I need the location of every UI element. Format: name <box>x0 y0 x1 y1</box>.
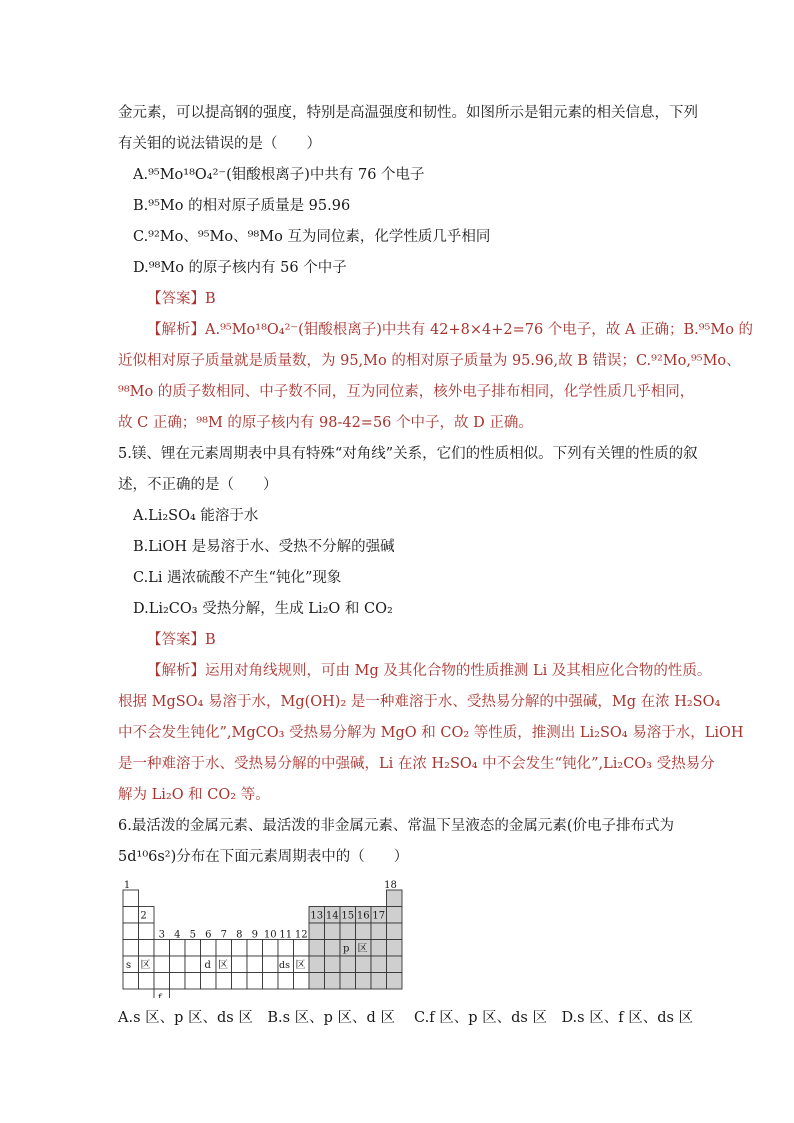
group-label: 8 <box>236 929 243 941</box>
table-cell <box>309 923 325 940</box>
table-cell <box>356 956 372 973</box>
q6-stem-line1: 6.最活泼的金属元素、最活泼的非金属元素、常温下呈液态的金属元素(价电子排布式为 <box>118 818 674 834</box>
table-cell <box>247 940 263 957</box>
table-cell <box>154 973 170 990</box>
table-cell <box>123 890 139 907</box>
q4-analysis-line3: ⁹⁸Mo 的质子数相同、中子数不同，互为同位素，核外电子排布相同，化学性质几乎相同， <box>118 384 695 400</box>
q4-option-a: A.⁹⁵Mo¹⁸O₄²⁻(钼酸根离子)中共有 76 个电子 <box>133 167 425 183</box>
q5-stem-line2: 述，不正确的是（ ） <box>118 477 278 493</box>
table-cell <box>185 940 201 957</box>
table-cell <box>185 956 201 973</box>
table-cell <box>201 973 217 990</box>
q4-answer <box>147 289 216 309</box>
q5-option-b: B.LiOH 是易溶于水、受热不分解的强碱 <box>133 539 395 555</box>
table-cell <box>387 956 403 973</box>
group-label: 4 <box>174 929 181 941</box>
table-cell <box>340 923 356 940</box>
q6-stem-line2: 5d¹⁰6s²)分布在下面元素周期表中的（ ） <box>118 849 409 865</box>
table-cell <box>216 973 232 990</box>
table-cell <box>340 956 356 973</box>
table-cell <box>340 973 356 990</box>
q5-analysis-line4: 是一种难溶于水、受热易分解的中强碱，Li 在浓 H₂SO₄ 中不会发生“钝化”,Li₂CO₃ 受热易分 <box>118 756 715 772</box>
group-label: 9 <box>251 929 258 941</box>
q5-analysis-line5: 解为 Li₂O 和 CO₂ 等。 <box>118 787 270 803</box>
q5-answer <box>147 630 216 650</box>
table-cell <box>387 907 403 924</box>
q5-analysis-line3: 中不会发生钝化”,MgCO₃ 受热易分解为 MgO 和 CO₂ 等性质，推测出 Li₂SO₄ 易溶于水，LiOH <box>118 725 744 741</box>
table-cell <box>371 956 387 973</box>
table-cell <box>139 940 155 957</box>
table-cell <box>309 956 325 973</box>
q4-answer-value: B <box>205 291 216 307</box>
table-cell <box>371 940 387 957</box>
q5-answer-value: B <box>205 632 216 648</box>
group-label: 11 <box>279 929 293 941</box>
table-cell <box>294 973 310 990</box>
f-block-cell <box>154 989 170 998</box>
group-label: 13 <box>310 910 324 922</box>
q4-answer-label: 【答案】 <box>147 291 205 307</box>
table-cell <box>139 973 155 990</box>
block-label-p-qu: 区 <box>357 943 368 955</box>
q4-option-b: B.⁹⁵Mo 的相对原子质量是 95.96 <box>133 198 351 214</box>
q4-stem-line1: 金元素，可以提高钢的强度，特别是高温强度和韧性。如图所示是钼元素的相关信息，下列 <box>118 105 698 121</box>
q5-option-d: D.Li₂CO₃ 受热分解，生成 Li₂O 和 CO₂ <box>133 601 393 617</box>
q5-analysis-text1: 运用对角线规则，可由 Mg 及其化合物的性质推测 Li 及其相应化合物的性质。 <box>205 663 712 679</box>
table-cell <box>278 973 294 990</box>
table-cell <box>263 973 279 990</box>
table-cell <box>170 973 186 990</box>
q6-choices: A.s 区、p 区、ds 区 B.s 区、p 区、d 区 C.f 区、p 区、ds 区 D.s 区、f 区、ds 区 <box>118 1010 694 1026</box>
periodic-table-svg <box>122 878 422 998</box>
q4-stem-line2: 有关钼的说法错误的是（ ） <box>118 136 321 152</box>
table-cell <box>325 940 341 957</box>
q5-answer-label: 【答案】 <box>147 632 205 648</box>
q4-analysis-line2: 近似相对原子质量就是质量数，为 95,Mo 的相对原子质量为 95.96,故 B 错误；C.⁹²Mo,⁹⁵Mo、 <box>118 353 741 369</box>
q4-analysis-label: 【解析】 <box>147 322 205 338</box>
q4-option-c: C.⁹²Mo、⁹⁵Mo、⁹⁸Mo 互为同位素，化学性质几乎相同 <box>133 229 491 245</box>
group-label: 3 <box>158 929 165 941</box>
table-cell <box>309 940 325 957</box>
group-label: 7 <box>220 929 227 941</box>
table-cell <box>139 923 155 940</box>
table-cell <box>247 973 263 990</box>
table-cell <box>232 956 248 973</box>
table-cell <box>371 923 387 940</box>
block-label-ds-qu: 区 <box>295 960 306 971</box>
q5-stem-line1: 5.镁、锂在元素周期表中具有特殊“对角线”关系，它们的性质相似。下列有关锂的性质的叙 <box>118 446 698 462</box>
table-cell <box>263 956 279 973</box>
q4-option-d: D.⁹⁸Mo 的原子核内有 56 个中子 <box>133 260 347 276</box>
table-cell <box>387 973 403 990</box>
group-label: 18 <box>384 880 397 891</box>
table-cell <box>263 940 279 957</box>
block-label-s: s <box>126 960 132 971</box>
table-cell <box>154 940 170 957</box>
table-cell <box>371 973 387 990</box>
table-cell <box>309 973 325 990</box>
table-cell <box>232 940 248 957</box>
block-label-d: d <box>204 960 211 971</box>
periodic-table-diagram <box>122 878 422 998</box>
table-cell <box>247 956 263 973</box>
q4-analysis-line1 <box>147 320 753 340</box>
q5-analysis-line1 <box>147 661 711 681</box>
table-cell <box>325 923 341 940</box>
group-label: 1 <box>123 880 131 891</box>
table-cell <box>170 956 186 973</box>
group-label: 15 <box>341 910 355 922</box>
group-label: 2 <box>140 910 147 922</box>
table-cell <box>216 940 232 957</box>
block-label-p: p <box>343 943 350 955</box>
table-cell <box>170 940 186 957</box>
q4-analysis-text1: A.⁹⁵Mo¹⁸O₄²⁻(钼酸根离子)中共有 42+8×4+2=76 个电子，故 A 正确；B.⁹⁵Mo 的 <box>205 322 754 338</box>
table-cell <box>123 923 139 940</box>
group-label: 12 <box>294 929 308 941</box>
table-cell <box>154 956 170 973</box>
table-cell <box>278 940 294 957</box>
table-cell <box>356 923 372 940</box>
block-label-s-qu: 区 <box>140 960 151 971</box>
q5-option-c: C.Li 遇浓硫酸不产生“钝化”现象 <box>133 570 342 586</box>
table-cell <box>325 973 341 990</box>
group-label: 16 <box>356 910 370 922</box>
table-cell <box>123 940 139 957</box>
block-label-ds: ds <box>279 960 290 971</box>
group-label: 10 <box>263 929 277 941</box>
table-cell <box>387 890 403 907</box>
table-cell <box>232 973 248 990</box>
q5-analysis-line2: 根据 MgSO₄ 易溶于水，Mg(OH)₂ 是一种难溶于水、受热易分解的中强碱，Mg 在浓 H₂SO₄ <box>118 694 721 710</box>
table-cell <box>185 973 201 990</box>
table-cell <box>387 940 403 957</box>
table-cell <box>325 956 341 973</box>
group-label: 17 <box>372 910 386 922</box>
table-cell <box>123 973 139 990</box>
group-label: 5 <box>189 929 196 941</box>
q5-analysis-label: 【解析】 <box>147 663 205 679</box>
group-label: 14 <box>325 910 339 922</box>
table-cell <box>356 973 372 990</box>
q4-analysis-line4: 故 C 正确；⁹⁸M 的原子核内有 98-42=56 个中子，故 D 正确。 <box>118 415 533 431</box>
table-cell <box>294 940 310 957</box>
table-cell <box>387 923 403 940</box>
table-cell <box>201 940 217 957</box>
table-cell <box>123 907 139 924</box>
block-label-d-qu: 区 <box>218 960 228 971</box>
q5-option-a: A.Li₂SO₄ 能溶于水 <box>133 508 259 524</box>
group-label: 6 <box>205 929 212 941</box>
